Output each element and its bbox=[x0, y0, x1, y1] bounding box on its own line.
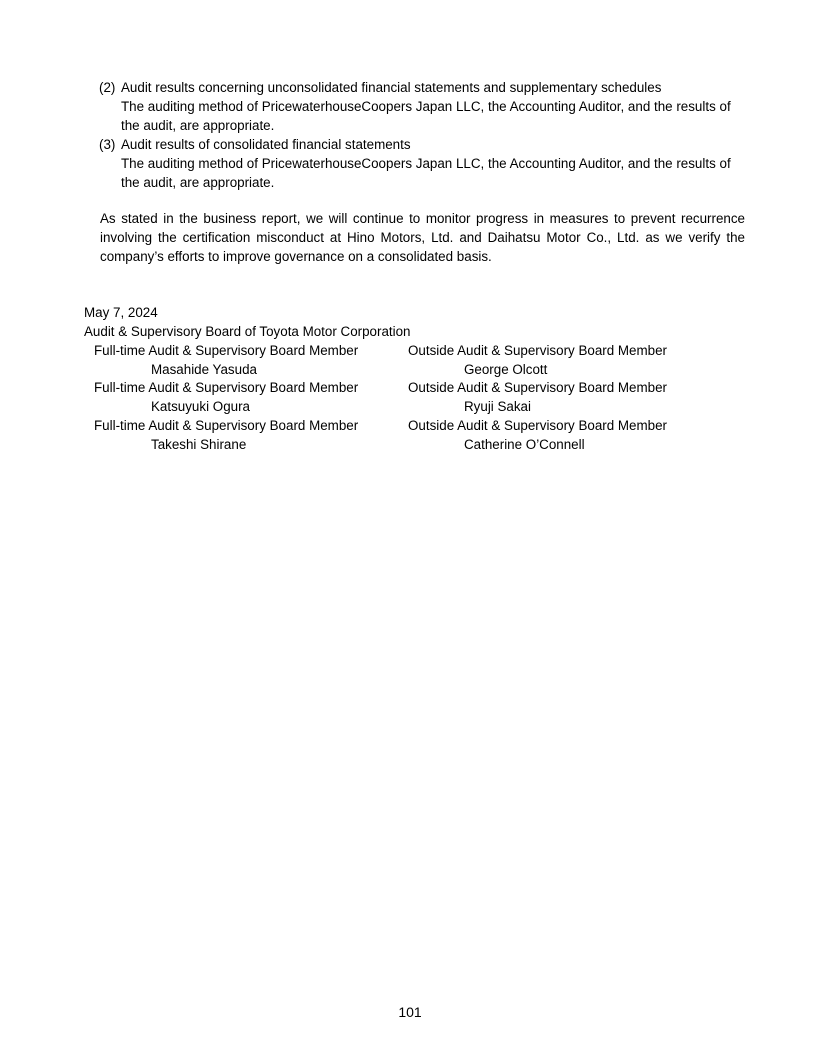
signatory bbox=[94, 378, 358, 416]
page-number: 101 bbox=[398, 1004, 422, 1020]
signatory-name: George Olcott bbox=[464, 362, 548, 377]
section-title: Audit results concerning unconsolidated financial statements and supplementary schedules bbox=[121, 80, 662, 95]
signatory-name: Takeshi Shirane bbox=[151, 437, 247, 452]
signatory bbox=[94, 341, 358, 379]
signatory bbox=[408, 341, 667, 379]
signatory-name: Ryuji Sakai bbox=[464, 399, 531, 414]
signatory-role: Outside Audit & Supervisory Board Member bbox=[408, 418, 668, 433]
statement-paragraph: As stated in the business report, we will continue to monitor progress in measures to prevent recurrence involving the certification misconduct at Hino Motors, Ltd. and Daihatsu Motor Co., Ltd. as we verify the company’s efforts to improve governance on a consolidated basis. bbox=[100, 211, 745, 264]
signatory-role: Full-time Audit & Supervisory Board Member bbox=[94, 418, 359, 433]
signatory-role: Outside Audit & Supervisory Board Member bbox=[408, 343, 668, 358]
signatory-role: Full-time Audit & Supervisory Board Member bbox=[94, 380, 359, 395]
section-body: The auditing method of PricewaterhouseCoopers Japan LLC, the Accounting Auditor, and the results of the audit, are appropriate. bbox=[121, 99, 731, 133]
signatory-name: Catherine O’Connell bbox=[464, 437, 585, 452]
signatory-role: Outside Audit & Supervisory Board Member bbox=[408, 380, 668, 395]
section-number: (3) bbox=[99, 137, 116, 152]
section-body: The auditing method of PricewaterhouseCoopers Japan LLC, the Accounting Auditor, and the results of the audit, are appropriate. bbox=[121, 156, 731, 190]
report-date: May 7, 2024 bbox=[84, 305, 158, 320]
section-title: Audit results of consolidated financial statements bbox=[121, 137, 411, 152]
signatory-name: Masahide Yasuda bbox=[151, 362, 257, 377]
signatory-role: Full-time Audit & Supervisory Board Member bbox=[94, 343, 359, 358]
board-name: Audit & Supervisory Board of Toyota Motor Corporation bbox=[84, 324, 411, 339]
signatory bbox=[408, 416, 667, 454]
section-number: (2) bbox=[99, 80, 116, 95]
signatory-name: Katsuyuki Ogura bbox=[151, 399, 250, 414]
signatory bbox=[408, 378, 667, 416]
signatory bbox=[94, 416, 358, 454]
